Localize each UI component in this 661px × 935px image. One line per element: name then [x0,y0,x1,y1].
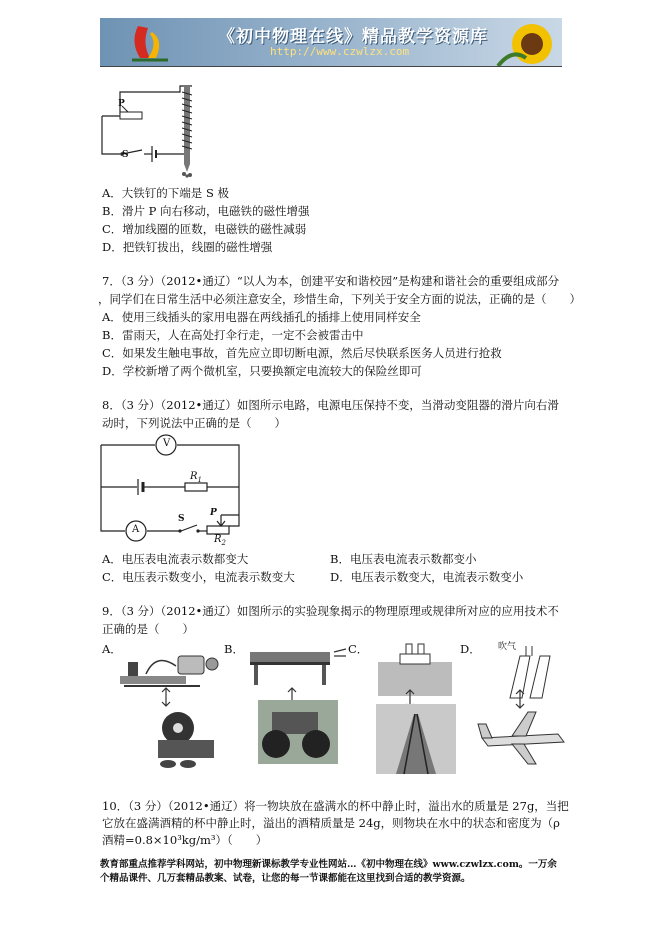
q10-stem-line3: 酒精=0.8×10³kg/m³）（ ） [102,833,268,847]
switch-label: S [178,514,185,524]
circuit-diagram [101,435,241,545]
q8-option-a: A．电压表电流表示数都变大 [102,552,249,566]
q7-option-d: D．学校新增了两个微机室，只要换额定电流较大的保险丝即可 [102,364,422,378]
q8-option-c: C．电压表示数变小，电流表示数变大 [102,570,295,584]
header-banner [100,18,562,66]
q6-label-s: S [122,150,129,160]
electromagnet-diagram [100,84,210,176]
logo-icon [120,18,180,66]
q10-stem-line2: 它放在盛满酒精的杯中静止时，溢出的酒精质量是 24g，则物块在水中的状态和密度为（ρ [102,816,560,830]
iron-nail [184,86,190,164]
voltmeter-label: V [163,438,171,449]
q9-label-d: D． [460,642,481,656]
banner-title: 《初中物理在线》精品教学资源库 [218,27,488,47]
q9-label-c: C． [348,642,369,656]
q8-stem-line2: 动时，下列说法中正确的是（ ） [102,416,286,430]
pins [182,172,192,178]
rheostat-box [120,112,142,119]
q7-option-a: A．使用三线插头的家用电器在两线插孔的插排上使用同样安全 [102,310,421,324]
sunflower-icon [492,18,562,66]
q8-stem-line1: 8．（3 分）（2012•通辽）如图所示电路，电源电压保持不变，当滑动变阻器的滑片向右滑 [102,398,559,412]
q8-option-b: B．电压表电流表示数都变小 [330,552,477,566]
q9-label-b: B． [224,642,244,656]
q9-application-d [478,708,568,768]
slider-label: P [210,508,217,518]
q10-stem-line1: 10．（3 分）（2012•通辽）将一物块放在盛满水的杯中静止时，溢出水的质量是 27g，当把 [102,799,569,813]
q9-label-a: A． [102,642,122,656]
ammeter-label: A [132,524,140,535]
q6-label-p: P [118,99,125,109]
q9-blow-label: 吹气 [498,642,517,652]
q9-application-b [258,700,338,764]
footer-line2: 个精品课件、几万套精品教案、试卷，让您的每一节课都能在这里找到合适的教学资源。 [100,873,471,884]
r1-label: $R_1$ [190,471,202,484]
q6-option-d: D．把铁钉拔出，线圈的磁性增强 [102,240,273,254]
q6-option-b: B．滑片 P 向右移动，电磁铁的磁性增强 [102,204,310,218]
banner-url: http://www.czwlzx.com [270,45,410,58]
q9-application-a [148,706,228,770]
q9-experiment-b [242,646,352,686]
resistor-r1 [185,483,207,491]
footer [100,858,570,886]
q6-option-c: C．增加线圈的匝数，电磁铁的磁性减弱 [102,222,307,236]
rheostat-r2 [207,526,229,534]
q9-stem-line2: 正确的是（ ） [102,622,194,636]
q7-option-b: B．雷雨天，人在高处打伞行走，一定不会被雷击中 [102,328,364,342]
q7-stem-line2: ，同学们在日常生活中必须注意安全，珍惜生命，下列关于安全方面的说法，正确的是（ ） [98,292,581,306]
r2-label: $R_2$ [214,534,226,547]
q7-option-c: C．如果发生触电事故，首先应立即切断电源，然后尽快联系医务人员进行抢救 [102,346,502,360]
header-rule [100,66,562,67]
q7-stem-line1: 7．（3 分）（2012•通辽）“以人为本，创建平安和谐校园”是构建和谐社会的重要组成部分 [102,274,560,288]
q6-option-a: A．大铁钉的下端是 S 极 [102,186,229,200]
q9-stem-line1: 9．（3 分）（2012•通辽）如图所示的实验现象揭示的物理原理或规律所对应的应用技术不 [102,604,559,618]
footer-line1: 教育部重点推荐学科网站，初中物理新课标教学专业性网站…《初中物理在线》www.czwlzx.com。一万余 [100,859,557,870]
q8-option-d: D．电压表示数变大，电流表示数变小 [330,570,524,584]
q9-application-c [376,704,456,774]
